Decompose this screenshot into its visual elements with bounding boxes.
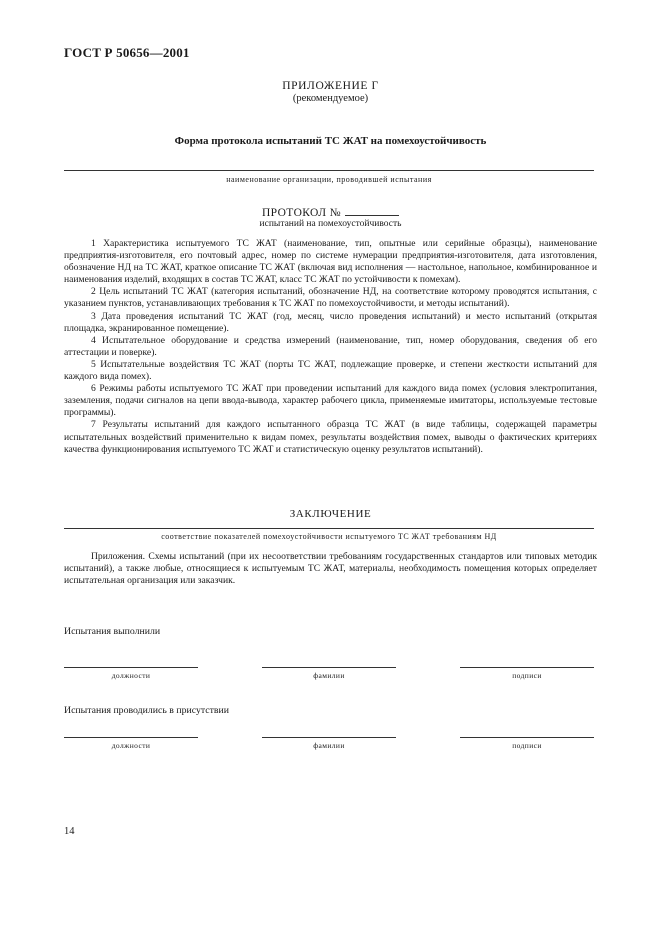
appendix-subtitle: (рекомендуемое) [292, 93, 369, 104]
protocol-title [64, 205, 597, 219]
protocol-item: 6 Режимы работы испытуемого ТС ЖАТ при проведении испытаний для каждого вида помех (условия электропитания, заземления, подачи сигналов на цепи ввода-вывода, характер рабочего цикла, применяемые имитаторы, используемые тестовые программы). [64, 383, 597, 419]
protocol-item: 1 Характеристика испытуемого ТС ЖАТ (наименование, тип, опытные или серийные образцы), наименование предприятия-изготовителя, его почтовый адрес, номер по системе нумерации предприятия-изготовителя, дата изготовления, обозначение НД на ТС ЖАТ, краткое описание ТС ЖАТ (включая вид исполнения — настольное, напольное, комбинированное и наименования изделий, входящих в состав ТС ЖАТ, класс ТС ЖАТ по устойчивости к помехам). [64, 238, 597, 286]
signature-line [262, 667, 396, 668]
protocol-title-text: ПРОТОКОЛ № [261, 207, 342, 219]
organization-line [64, 170, 594, 171]
attachments-paragraph [64, 551, 597, 587]
conclusion-title: ЗАКЛЮЧЕНИЕ [289, 508, 372, 520]
form-title: Форма протокола испытаний ТС ЖАТ на помехоустойчивость [174, 135, 487, 147]
attachments-text: Приложения. Схемы испытаний (при их несоответствии требованиям государственных стандартов или типовых методик испытаний), а также любые, относящиеся к испытуемым ТС ЖАТ, материалы, необходимость помещения которых определяет испытательная организация или заказчик. [64, 551, 597, 587]
protocol-item: 3 Дата проведения испытаний ТС ЖАТ (год, месяц, число проведения испытаний) и место испытаний (открытая площадка, экранированное помещение). [64, 310, 597, 334]
surname-caption: фамилии [313, 741, 345, 750]
signature-line [460, 737, 594, 738]
protocol-subtitle: испытаний на помехоустойчивость [259, 219, 402, 229]
organization-caption: наименование организации, проводившей испытания [226, 175, 432, 184]
position-caption: должности [111, 741, 151, 750]
signature-caption: подписи [512, 741, 542, 750]
signature-line [262, 737, 396, 738]
signature-caption: подписи [512, 671, 542, 680]
protocol-number-blank [345, 205, 399, 216]
position-caption: должности [111, 671, 151, 680]
protocol-item: 2 Цель испытаний ТС ЖАТ (категория испытаний, обозначение НД, на соответствие которому проводятся испытания, с указанием пунктов, устанавливающих требования к ТС ЖАТ по помехоустойчивости, и методы испытаний). [64, 286, 597, 310]
signature-line [64, 737, 198, 738]
page-number: 14 [64, 826, 75, 837]
conclusion-caption: соответствие показателей помехоустойчивости испытуемого ТС ЖАТ требованиям НД [161, 532, 497, 541]
performed-by-label: Испытания выполнили [64, 626, 161, 637]
protocol-item: 4 Испытательное оборудование и средства измерений (наименование, тип, номер оборудования, сведения об его аттестации и поверке). [64, 334, 597, 358]
conclusion-line [64, 528, 594, 529]
signature-line [64, 667, 198, 668]
protocol-item: 5 Испытательные воздействия ТС ЖАТ (порты ТС ЖАТ, подлежащие проверке, и степени жесткости испытаний для каждого вида помех). [64, 358, 597, 383]
protocol-item: 7 Результаты испытаний для каждого испытанного образца ТС ЖАТ (в виде таблицы, содержащей параметры испытательных воздействий применительно к видам помех, результаты воздействия помех, выводы о фактических критериях качества функционирования испытуемого ТС ЖАТ и статистическую оценку результатов испытаний). [64, 419, 597, 455]
appendix-title: ПРИЛОЖЕНИЕ Г [282, 80, 379, 92]
protocol-items [64, 238, 597, 456]
signature-line [460, 667, 594, 668]
standard-header: ГОСТ Р 50656—2001 [64, 45, 190, 60]
surname-caption: фамилии [313, 671, 345, 680]
attended-by-label: Испытания проводились в присутствии [64, 705, 229, 716]
